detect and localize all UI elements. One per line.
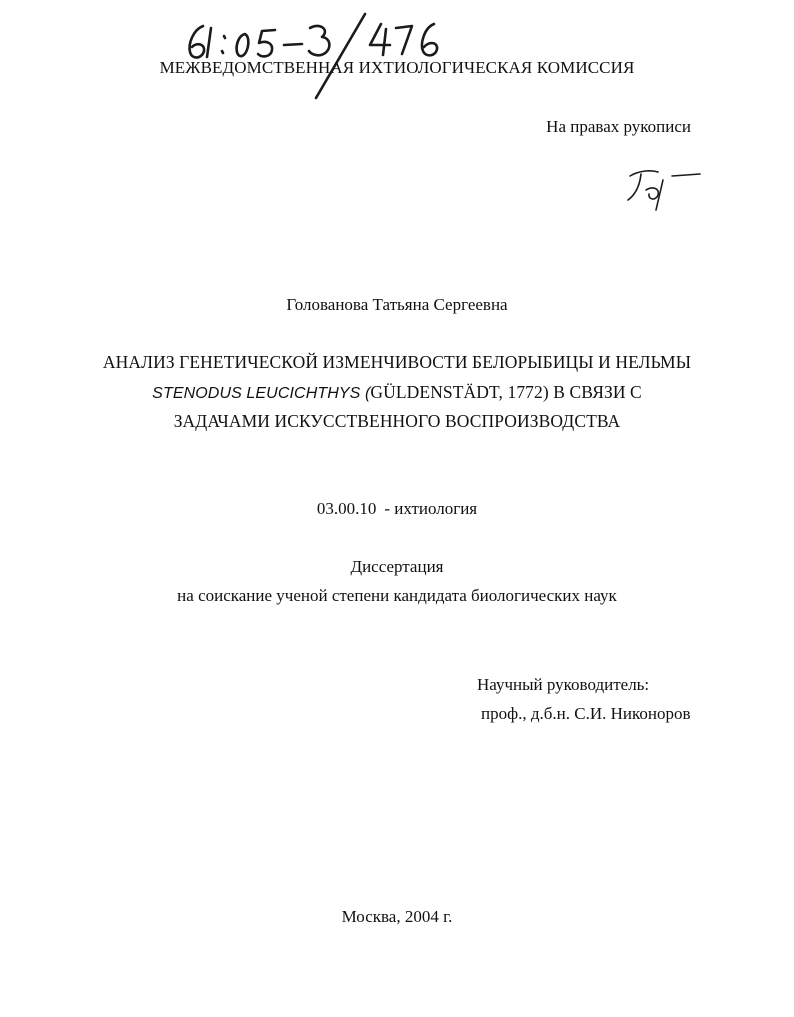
- specialty-code: 03.00.10: [316, 499, 377, 518]
- specialty-name: - ихтиология: [384, 499, 478, 518]
- manuscript-rights-note: На правах рукописи: [546, 117, 691, 136]
- species-name: STENODUS LEUCICHTHYS (: [152, 385, 371, 402]
- degree-sought: на соискание ученой степени кандидата биологических наук: [177, 586, 617, 605]
- signature-handwriting: [628, 171, 700, 210]
- specialty: [0, 499, 794, 519]
- dissertation-title-line-1: АНАЛИЗ ГЕНЕТИЧЕСКОЙ ИЗМЕНЧИВОСТИ БЕЛОРЫБИЦЫ И НЕЛЬМЫ: [102, 352, 692, 372]
- dissertation-title-line-2: [0, 382, 794, 403]
- dissertation-title-line-3: ЗАДАЧАМИ ИСКУССТВЕННОГО ВОСПРОИЗВОДСТВА: [173, 411, 621, 431]
- author-name: Голованова Татьяна Сергеевна: [286, 295, 508, 314]
- commission-name: МЕЖВЕДОМСТВЕННАЯ ИХТИОЛОГИЧЕСКАЯ КОМИССИЯ: [159, 58, 635, 77]
- place-and-year: Москва, 2004 г.: [341, 907, 453, 926]
- archive-number-handwriting: [190, 14, 438, 98]
- title-line-2-rest: GÜLDENSTÄDT, 1772) В СВЯЗИ С: [370, 382, 642, 402]
- advisor-label: Научный руководитель:: [477, 675, 650, 694]
- advisor-name: проф., д.б.н. С.И. Никоноров: [481, 704, 691, 723]
- dissertation-type: Диссертация: [350, 557, 444, 576]
